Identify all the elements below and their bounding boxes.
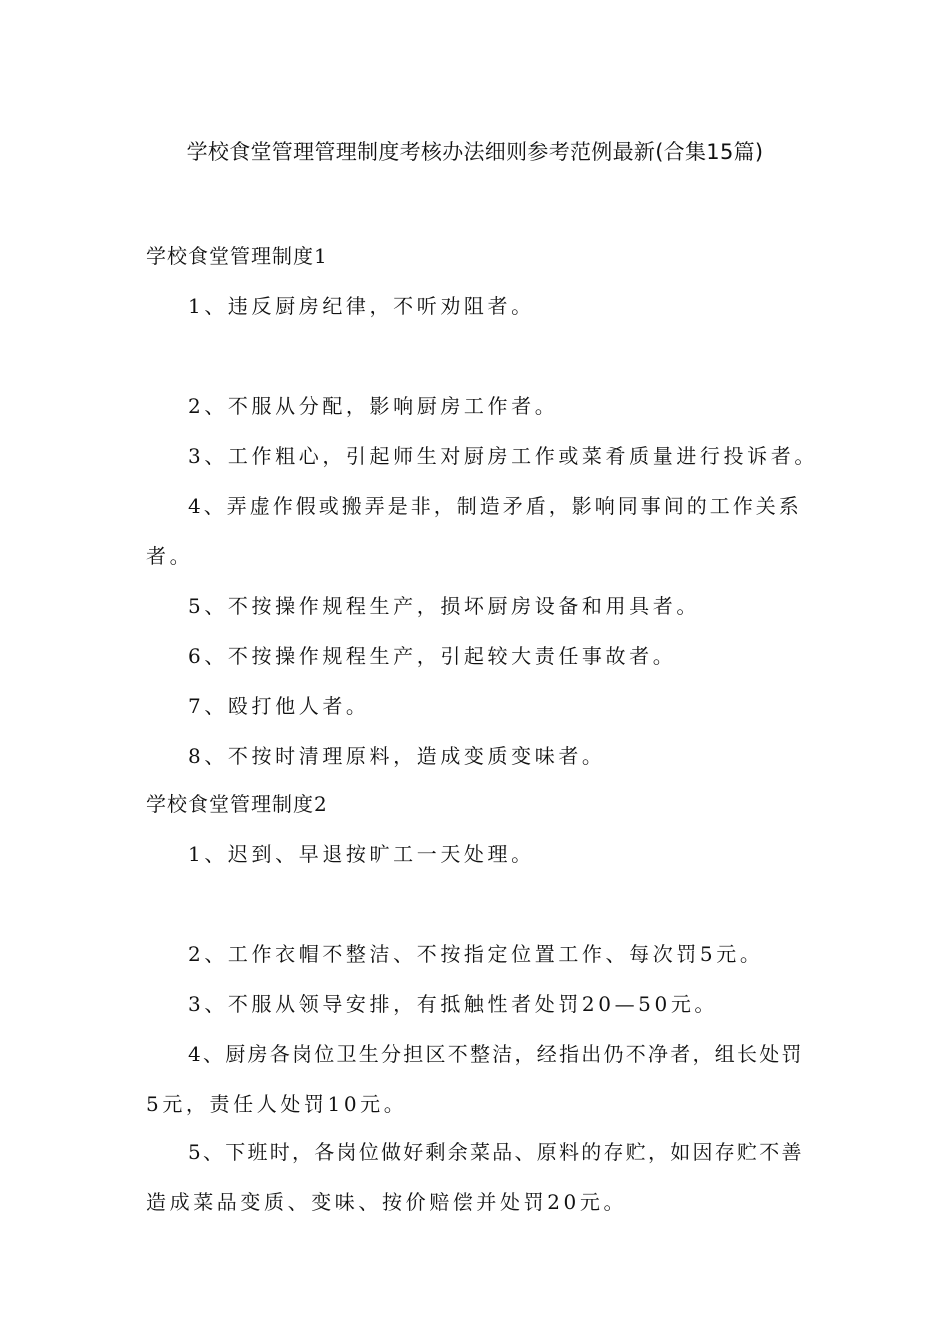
list-item: 8、不按时清理原料，造成变质变味者。 — [188, 744, 606, 768]
list-item: 1、违反厨房纪律，不听劝阻者。 — [188, 294, 535, 318]
list-item: 1、迟到、早退按旷工一天处理。 — [188, 842, 535, 866]
section-heading-2: 学校食堂管理制度2 — [146, 792, 328, 816]
list-item-continuation: 造成菜品变质、变味、按价赔偿并处罚20元。 — [146, 1190, 628, 1214]
list-item: 7、殴打他人者。 — [188, 694, 370, 718]
list-item: 3、不服从领导安排，有抵触性者处罚20—50元。 — [188, 992, 719, 1016]
list-item: 4、弄虚作假或搬弄是非，制造矛盾，影响同事间的工作关系 — [188, 494, 802, 518]
list-item: 5、不按操作规程生产，损坏厨房设备和用具者。 — [188, 594, 700, 618]
list-item: 3、工作粗心，引起师生对厨房工作或菜肴质量进行投诉者。 — [188, 444, 818, 468]
list-item: 4、厨房各岗位卫生分担区不整洁，经指出仍不净者，组长处罚 — [188, 1042, 804, 1066]
list-item: 2、不服从分配，影响厨房工作者。 — [188, 394, 559, 418]
list-item-continuation: 5元，责任人处罚10元。 — [146, 1092, 408, 1116]
document-title: 学校食堂管理管理制度考核办法细则参考范例最新(合集15篇) — [186, 140, 764, 164]
section-heading-1: 学校食堂管理制度1 — [146, 244, 328, 268]
list-item: 5、下班时，各岗位做好剩余菜品、原料的存贮，如因存贮不善 — [188, 1140, 804, 1164]
list-item: 2、工作衣帽不整洁、不按指定位置工作、每次罚5元。 — [188, 942, 764, 966]
list-item: 6、不按操作规程生产，引起较大责任事故者。 — [188, 644, 677, 668]
list-item-continuation: 者。 — [146, 544, 194, 568]
